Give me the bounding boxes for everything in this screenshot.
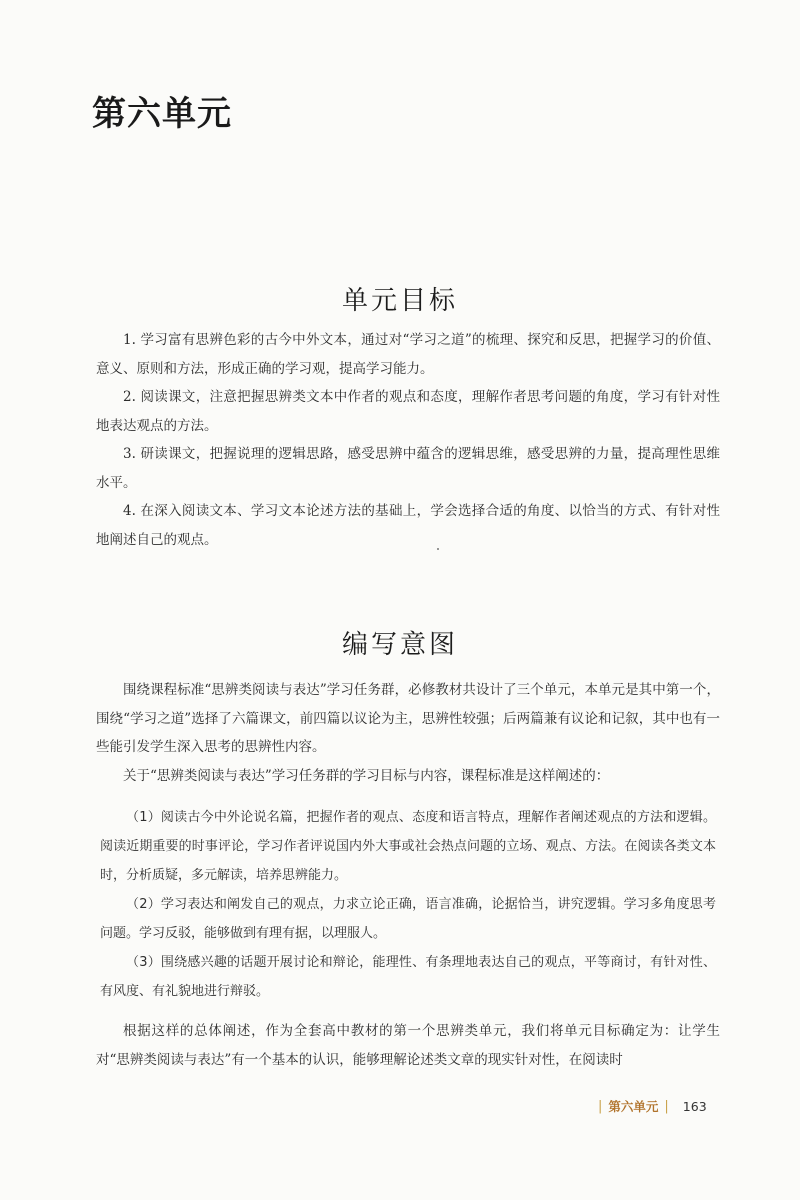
quote-item: （1）阅读古今中外论说名篇，把握作者的观点、态度和语言特点，理解作者阐述观点的方法和逻辑。阅读近期重要的时事评论，学习作者评说国内外大事或社会热点问题的立场、观点、方法。在阅读各类文本时，分析质疑，多元解读，培养思辨能力。 [100, 810, 716, 883]
footer-divider-left: | [598, 1098, 603, 1114]
writing-intent-heading: 编写意图 [341, 630, 458, 660]
curriculum-standard-quote [100, 803, 716, 1006]
footer-unit-label: 第六单元 [608, 1099, 659, 1114]
goal-item: 1. 学习富有思辨色彩的古今中外文本，通过对“学习之道”的梳理、探究和反思，把握学习的价值、意义、原则和方法，形成正确的学习观，提高学习能力。 [96, 332, 720, 377]
unit-title: 第六单元 [92, 94, 232, 134]
intent-paragraph: 关于“思辨类阅读与表达”学习任务群的学习目标与内容，课程标准是这样阐述的： [123, 767, 610, 784]
unit-goals-list [96, 326, 720, 554]
goal-item: 3. 研读课文，把握说理的逻辑思路，感受思辨中蕴含的逻辑思维，感受思辨的力量，提高理性思维水平。 [96, 446, 720, 491]
quote-item: （3）围绕感兴趣的话题开展讨论和辩论，能理性、有条理地表达自己的观点，平等商讨，有针对性、有风度、有礼貌地进行辩驳。 [100, 955, 716, 999]
closing-paragraph [96, 1017, 720, 1074]
quote-item: （2）学习表达和阐发自己的观点，力求立论正确，语言准确，论据恰当，讲究逻辑。学习多角度思考问题。学习反驳，能够做到有理有据，以理服人。 [100, 897, 716, 941]
speck [437, 548, 439, 550]
closing-text: 根据这样的总体阐述，作为全套高中教材的第一个思辨类单元，我们将单元目标确定为：让学生对“思辨类阅读与表达”有一个基本的认识，能够理解论述类文章的现实针对性，在阅读时 [96, 1023, 720, 1068]
goal-item: 2. 阅读课文，注意把握思辨类文本中作者的观点和态度，理解作者思考问题的角度，学习有针对性地表达观点的方法。 [96, 389, 720, 434]
unit-goals-heading: 单元目标 [341, 286, 458, 316]
page-number: 163 [682, 1098, 707, 1114]
intent-paragraph: 围绕课程标准“思辨类阅读与表达”学习任务群，必修教材共设计了三个单元，本单元是其中第一个，围绕“学习之道”选择了六篇课文，前四篇以议论为主，思辨性较强；后两篇兼有议论和记叙，其中也有一些能引发学生深入思考的思辨性内容。 [96, 682, 720, 755]
page-footer [598, 1097, 707, 1115]
writing-intent-intro [96, 676, 720, 790]
footer-divider-right: | [664, 1098, 669, 1114]
goal-item: 4. 在深入阅读文本、学习文本论述方法的基础上，学会选择合适的角度、以恰当的方式、有针对性地阐述自己的观点。 [96, 503, 720, 548]
